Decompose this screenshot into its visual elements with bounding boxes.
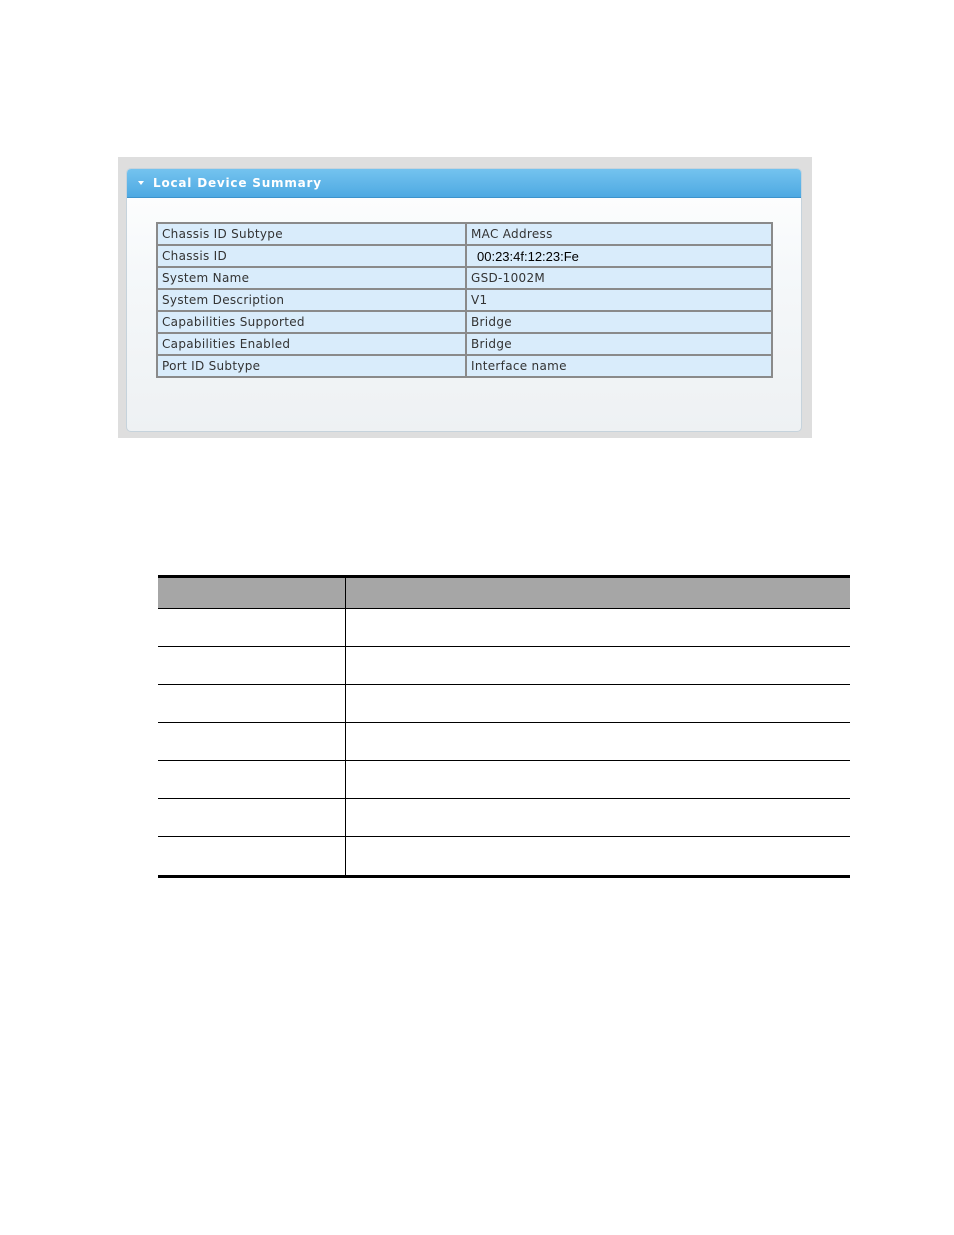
row-value: Interface name [466, 355, 772, 377]
local-device-summary-panel [126, 168, 802, 432]
row-value: MAC Address [466, 223, 772, 245]
row-value: Bridge [466, 333, 772, 355]
object-cell [158, 685, 346, 723]
table-row [158, 609, 850, 647]
table-row [157, 355, 772, 377]
table-row [158, 761, 850, 799]
description-cell [346, 837, 851, 877]
table-header-row [158, 577, 850, 609]
table-row [157, 311, 772, 333]
table-row [158, 837, 850, 877]
object-cell [158, 837, 346, 877]
object-cell [158, 609, 346, 647]
panel-header[interactable] [127, 169, 801, 198]
row-label: Port ID Subtype [157, 355, 466, 377]
row-value: 00:23:4f:12:23:Fe [466, 245, 772, 267]
local-device-summary-table [156, 222, 773, 378]
table-row [158, 647, 850, 685]
description-cell [346, 609, 851, 647]
object-cell [158, 761, 346, 799]
row-label: Capabilities Enabled [157, 333, 466, 355]
object-cell [158, 723, 346, 761]
collapse-triangle-icon[interactable] [138, 181, 144, 185]
description-cell [346, 799, 851, 837]
table-row [157, 333, 772, 355]
row-label: Chassis ID [157, 245, 466, 267]
object-description-table [158, 575, 850, 878]
description-cell [346, 647, 851, 685]
header-cell-description [346, 577, 851, 609]
description-cell [346, 723, 851, 761]
object-cell [158, 799, 346, 837]
description-cell [346, 685, 851, 723]
row-label: System Description [157, 289, 466, 311]
screenshot-frame [118, 157, 812, 438]
table-row [157, 289, 772, 311]
row-label: System Name [157, 267, 466, 289]
table-row [157, 267, 772, 289]
object-cell [158, 647, 346, 685]
table-row [158, 685, 850, 723]
table-row [157, 245, 772, 267]
table-row [158, 799, 850, 837]
header-cell-object [158, 577, 346, 609]
description-cell [346, 761, 851, 799]
row-value: V1 [466, 289, 772, 311]
table-row [158, 723, 850, 761]
table-row [157, 223, 772, 245]
panel-title: Local Device Summary [153, 176, 322, 190]
row-value: Bridge [466, 311, 772, 333]
row-label: Capabilities Supported [157, 311, 466, 333]
row-value: GSD-1002M [466, 267, 772, 289]
row-label: Chassis ID Subtype [157, 223, 466, 245]
